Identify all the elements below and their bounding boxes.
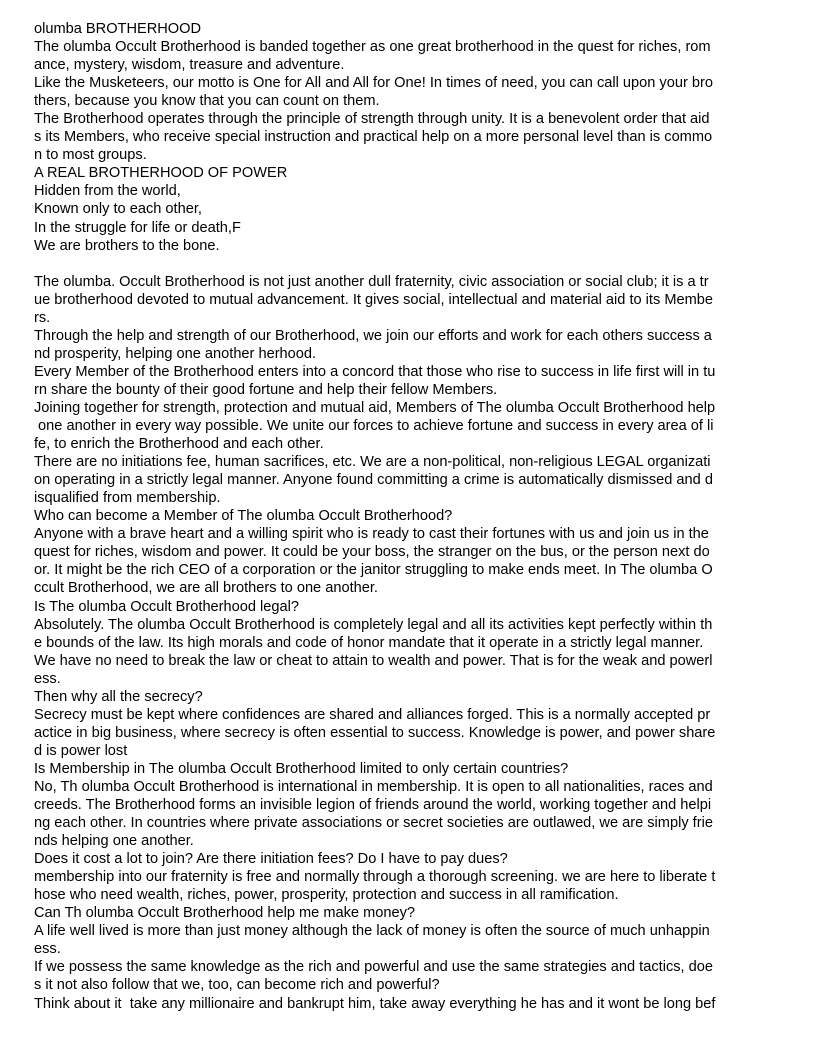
faq-question: Can Th olumba Occult Brotherhood help me make money?	[34, 905, 415, 922]
text-line: thers, because you know that you can count on them.	[34, 93, 380, 110]
document-title: olumba BROTHERHOOD	[34, 21, 202, 37]
faq-question: Is The olumba Occult Brotherhood legal?	[34, 598, 300, 615]
text-line: d is power lost	[34, 742, 128, 759]
text-line: ance, mystery, wisdom, treasure and adventure.	[34, 57, 345, 74]
text-line: If we possess the same knowledge as the rich and powerful and use the same strategies and tactics, doe	[34, 959, 713, 976]
text-line: ccult Brotherhood, we are all brothers to one another.	[34, 580, 378, 597]
blank-line	[34, 255, 794, 273]
text-line: The olumba Occult Brotherhood is banded together as one great brotherhood in the quest for riches, rom	[34, 39, 711, 56]
text-line: The Brotherhood operates through the principle of strength through unity. It is a benevolent order that aid	[34, 111, 710, 128]
text-line: membership into our fraternity is free and normally through a thorough screening. we are here to liberate t	[34, 869, 716, 886]
text-line: Through the help and strength of our Brotherhood, we join our efforts and work for each others success a	[34, 327, 712, 344]
text-line: nds helping one another.	[34, 833, 194, 850]
faq-question: Does it cost a lot to join? Are there initiation fees? Do I have to pay dues?	[34, 851, 508, 868]
text-line: A life well lived is more than just money although the lack of money is often the source of much unhappin	[34, 923, 710, 940]
text-line: nd prosperity, helping one another herhood.	[34, 345, 317, 362]
verse-line: Hidden from the world,	[34, 183, 181, 200]
text-line: ess.	[34, 670, 61, 687]
text-line: Anyone with a brave heart and a willing spirit who is ready to cast their fortunes with us and join us in the	[34, 526, 709, 543]
text-line: quest for riches, wisdom and power. It could be your boss, the stranger on the bus, or the person next do	[34, 544, 710, 561]
text-line: one another in every way possible. We unite our forces to achieve fortune and success in every area of li	[34, 418, 714, 435]
text-line: s it not also follow that we, too, can become rich and powerful?	[34, 977, 440, 994]
text-line: on operating in a strictly legal manner. Anyone found committing a crime is automatically dismissed and d	[34, 472, 713, 489]
text-line: rn share the bounty of their good fortune and help their fellow Members.	[34, 381, 498, 398]
verse-line: We are brothers to the bone.	[34, 237, 220, 254]
text-line: s its Members, who receive special instruction and practical help on a more personal level than is commo	[34, 129, 713, 146]
verse-line: Known only to each other,	[34, 201, 202, 218]
text-line: hose who need wealth, riches, power, prosperity, protection and success in all ramification.	[34, 887, 619, 904]
section-heading: A REAL BROTHERHOOD OF POWER	[34, 165, 288, 182]
faq-question: Is Membership in The olumba Occult Brotherhood limited to only certain countries?	[34, 760, 569, 777]
text-line: No, Th olumba Occult Brotherhood is international in membership. It is open to all nationalities, races and	[34, 778, 713, 795]
text-line: creeds. The Brotherhood forms an invisible legion of friends around the world, working together and helpi	[34, 797, 712, 814]
text-line: e bounds of the law. Its high morals and code of honor mandate that it operate in a strictly legal manner.	[34, 634, 704, 651]
verse-line: In the struggle for life or death,F	[34, 219, 241, 236]
text-line: n to most groups.	[34, 147, 147, 164]
text-line: Every Member of the Brotherhood enters into a concord that those who rise to success in life first will in tu	[34, 363, 716, 380]
text-line: Secrecy must be kept where confidences are shared and alliances forged. This is a normally accepted pr	[34, 706, 711, 723]
document-body	[34, 20, 794, 1013]
text-line: Like the Musketeers, our motto is One for All and All for One! In times of need, you can call upon your bro	[34, 75, 713, 92]
text-line: Think about it take any millionaire and bankrupt him, take away everything he has and it wont be long bef	[34, 995, 716, 1012]
text-line: We have no need to break the law or cheat to attain to wealth and power. That is for the weak and powerl	[34, 652, 713, 669]
text-line: Absolutely. The olumba Occult Brotherhood is completely legal and all its activities kept perfectly within th	[34, 616, 713, 633]
faq-question: Then why all the secrecy?	[34, 688, 203, 705]
faq-question: Who can become a Member of The olumba Occult Brotherhood?	[34, 508, 453, 525]
text-line: actice in big business, where secrecy is often essential to success. Knowledge is power, and power share	[34, 724, 716, 741]
text-line: Joining together for strength, protection and mutual aid, Members of The olumba Occult Brotherhood help	[34, 399, 716, 416]
text-line: fe, to enrich the Brotherhood and each other.	[34, 436, 324, 453]
text-line: rs.	[34, 309, 51, 326]
text-line: ng each other. In countries where private associations or secret societies are outlawed, we are simply frie	[34, 815, 713, 832]
text-line: isqualified from membership.	[34, 490, 221, 507]
text-line: There are no initiations fee, human sacrifices, etc. We are a non-political, non-religious LEGAL organizati	[34, 454, 711, 471]
text-line: The olumba. Occult Brotherhood is not just another dull fraternity, civic association or social club; it is a tr	[34, 273, 709, 290]
text-line: ess.	[34, 941, 61, 958]
text-line: ue brotherhood devoted to mutual advancement. It gives social, intellectual and material aid to its Membe	[34, 291, 713, 308]
text-line: or. It might be the rich CEO of a corporation or the janitor struggling to make ends meet. In The olumba O	[34, 562, 713, 579]
